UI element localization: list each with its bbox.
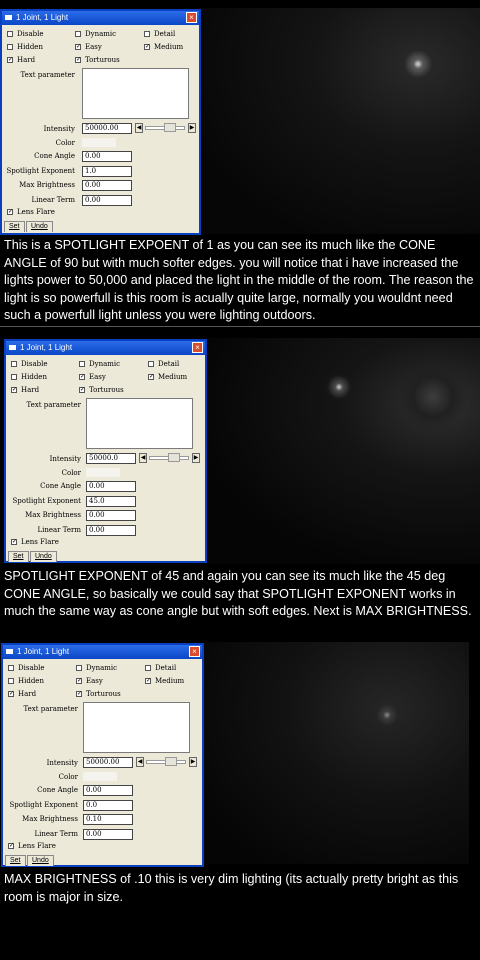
color-swatch[interactable] [83, 772, 117, 781]
slider-left-arrow[interactable]: ◀ [137, 758, 143, 765]
cone-angle-field[interactable]: 0.00 [82, 151, 132, 162]
max-brightness-label: Max Brightness [19, 181, 75, 189]
checkbox-easy[interactable]: ✓ [77, 677, 83, 684]
checkbox-easy[interactable]: ✓ [76, 43, 82, 50]
slider-right-arrow[interactable]: ▶ [190, 758, 196, 765]
checkbox-label-easy: Easy [85, 43, 102, 51]
checkbox-hard[interactable]: ✓ [8, 56, 14, 63]
checkbox-hard[interactable]: ✓ [12, 386, 18, 393]
cone-angle-label: Cone Angle [37, 786, 78, 794]
checkbox-label-disable: Disable [18, 664, 45, 672]
checkbox-label-easy: Easy [89, 373, 106, 381]
text-parameter-label: Text parameter [20, 71, 75, 79]
checkbox-torturous[interactable]: ✓ [77, 690, 83, 697]
linear-term-field[interactable]: 0.00 [86, 525, 136, 536]
linear-term-label: Linear Term [37, 526, 81, 534]
checkbox-dynamic[interactable] [76, 665, 82, 671]
checkbox-easy[interactable]: ✓ [80, 373, 86, 380]
window-icon [5, 15, 12, 20]
close-button[interactable]: × [192, 342, 203, 353]
checkbox-medium[interactable]: ✓ [145, 43, 151, 50]
linear-term-label: Linear Term [34, 830, 78, 838]
window-icon [6, 649, 13, 654]
checkbox-label-medium: Medium [155, 677, 185, 685]
checkbox-label-dynamic: Dynamic [86, 664, 118, 672]
checkbox-label-torturous: Torturous [85, 56, 120, 64]
dialog-titlebar[interactable] [6, 341, 205, 355]
dialog-title: 1 Joint, 1 Light [20, 343, 73, 352]
checkbox-label-medium: Medium [158, 373, 188, 381]
spotlight-exponent-field[interactable]: 1.0 [82, 166, 132, 177]
max-brightness-field[interactable]: 0.10 [83, 814, 133, 825]
checkbox-label-hidden: Hidden [17, 43, 43, 51]
checkbox-medium[interactable]: ✓ [146, 677, 152, 684]
slider-left-arrow[interactable]: ◀ [136, 124, 142, 131]
checkbox-label-hard: Hard [21, 386, 40, 394]
linear-term-label: Linear Term [31, 196, 75, 204]
intensity-field[interactable]: 50000.0 [86, 453, 136, 464]
color-label: Color [61, 469, 81, 477]
intensity-slider-thumb[interactable] [165, 757, 177, 766]
checkbox-label-disable: Disable [21, 360, 48, 368]
cone-angle-field[interactable]: 0.00 [86, 481, 136, 492]
lens-flare-label: Lens Flare [18, 842, 56, 850]
intensity-field[interactable]: 50000.00 [83, 757, 133, 768]
spotlight-exponent-field[interactable]: 45.0 [86, 496, 136, 507]
checkbox-label-hard: Hard [17, 56, 36, 64]
checkbox-lens-flare[interactable]: ✓ [9, 842, 15, 849]
checkbox-lens-flare[interactable]: ✓ [8, 208, 14, 215]
checkbox-label-hidden: Hidden [21, 373, 47, 381]
intensity-label: Intensity [43, 125, 75, 133]
lens-flare-label: Lens Flare [21, 538, 59, 546]
slider-right-arrow[interactable]: ▶ [193, 454, 199, 461]
intensity-slider-thumb[interactable] [164, 123, 176, 132]
max-brightness-field[interactable]: 0.00 [82, 180, 132, 191]
render-viewport-2 [206, 338, 480, 564]
checkbox-disable[interactable] [8, 665, 14, 671]
intensity-slider-thumb[interactable] [168, 453, 180, 462]
color-swatch[interactable] [86, 468, 120, 477]
checkbox-hard[interactable]: ✓ [9, 690, 15, 697]
render-viewport-1 [200, 8, 480, 234]
checkbox-label-torturous: Torturous [86, 690, 121, 698]
slider-left-arrow[interactable]: ◀ [140, 454, 146, 461]
window-icon [9, 345, 16, 350]
max-brightness-field[interactable]: 0.00 [86, 510, 136, 521]
max-brightness-label: Max Brightness [25, 511, 81, 519]
undo-button[interactable]: Undo [30, 551, 57, 562]
dialog-titlebar[interactable] [3, 645, 202, 659]
dialog-title: 1 Joint, 1 Light [17, 647, 70, 656]
light-glow [400, 46, 436, 82]
checkbox-dynamic[interactable] [79, 361, 85, 367]
checkbox-label-dynamic: Dynamic [85, 30, 117, 38]
set-button[interactable]: Set [4, 221, 25, 232]
color-label: Color [55, 139, 75, 147]
checkbox-label-hidden: Hidden [18, 677, 44, 685]
light-glow [324, 372, 354, 402]
cone-angle-field[interactable]: 0.00 [83, 785, 133, 796]
checkbox-label-detail: Detail [154, 30, 176, 38]
checkbox-hidden[interactable] [8, 678, 14, 684]
light-properties-dialog [1, 643, 204, 867]
render-viewport-3 [204, 642, 469, 864]
checkbox-lens-flare[interactable]: ✓ [12, 538, 18, 545]
lens-flare-label: Lens Flare [17, 208, 55, 216]
checkbox-label-detail: Detail [158, 360, 180, 368]
close-button[interactable]: × [189, 646, 200, 657]
checkbox-detail[interactable] [148, 361, 154, 367]
checkbox-label-hard: Hard [18, 690, 37, 698]
cone-angle-label: Cone Angle [34, 152, 75, 160]
cone-angle-label: Cone Angle [40, 482, 81, 490]
light-glow [398, 362, 468, 432]
spotlight-exponent-label: Spotlight Exponent [6, 167, 75, 175]
spotlight-exponent-label: Spotlight Exponent [9, 801, 78, 809]
light-properties-dialog [4, 339, 207, 563]
linear-term-field[interactable]: 0.00 [83, 829, 133, 840]
intensity-label: Intensity [46, 759, 78, 767]
linear-term-field[interactable]: 0.00 [82, 195, 132, 206]
checkbox-hidden[interactable] [11, 374, 17, 380]
text-parameter-textarea[interactable] [83, 702, 190, 753]
checkbox-disable[interactable] [11, 361, 17, 367]
text-parameter-label: Text parameter [23, 705, 78, 713]
caption-3: MAX BRIGHTNESS of .10 this is very dim lighting (its actually pretty bright as this room is major in size. [4, 872, 459, 904]
undo-button[interactable]: Undo [27, 855, 54, 866]
checkbox-disable[interactable] [7, 31, 13, 37]
text-parameter-textarea[interactable] [82, 68, 189, 119]
checkbox-label-easy: Easy [86, 677, 103, 685]
spotlight-exponent-field[interactable]: 0.0 [83, 800, 133, 811]
checkbox-label-disable: Disable [17, 30, 44, 38]
checkbox-hidden[interactable] [7, 44, 13, 50]
slider-right-arrow[interactable]: ▶ [189, 124, 195, 131]
close-button[interactable]: × [186, 12, 197, 23]
undo-button[interactable]: Undo [26, 221, 53, 232]
spotlight-exponent-label: Spotlight Exponent [12, 497, 81, 505]
caption-2: SPOTLIGHT EXPONENT of 45 and again you can see its much like the 45 deg CONE ANGLE, so basically we could say that SPOTLIGHT EXPONENT works in much the same way as cone angle but with soft edges. Next is MAX BRIGHTNESS. [4, 569, 472, 618]
checkbox-label-torturous: Torturous [89, 386, 124, 394]
caption-1: This is a SPOTLIGHT EXPOENT of 1 as you can see its much like the CONE ANGLE of 90 but with much softer edges. you will notice that i have increased the lights power to 50,000 and placed the light in the middle of the room. The reason the light is so powerfull is this room is acually quite large, normally you wouldnt need such a powerfull light unless you were lighting outdoors. [4, 238, 474, 322]
checkbox-label-detail: Detail [155, 664, 177, 672]
light-glow [376, 704, 398, 726]
checkbox-detail[interactable] [144, 31, 150, 37]
dialog-titlebar[interactable] [2, 11, 199, 25]
checkbox-detail[interactable] [145, 665, 151, 671]
intensity-label: Intensity [49, 455, 81, 463]
checkbox-label-medium: Medium [154, 43, 184, 51]
set-button[interactable]: Set [5, 855, 26, 866]
color-swatch[interactable] [82, 138, 116, 147]
set-button[interactable]: Set [8, 551, 29, 562]
text-parameter-label: Text parameter [26, 401, 81, 409]
checkbox-torturous[interactable]: ✓ [80, 386, 86, 393]
checkbox-label-dynamic: Dynamic [89, 360, 121, 368]
intensity-field[interactable]: 50000.00 [82, 123, 132, 134]
text-parameter-textarea[interactable] [86, 398, 193, 449]
dialog-title: 1 Joint, 1 Light [16, 13, 69, 22]
max-brightness-label: Max Brightness [22, 815, 78, 823]
checkbox-dynamic[interactable] [75, 31, 81, 37]
checkbox-torturous[interactable]: ✓ [76, 56, 82, 63]
light-properties-dialog [0, 9, 201, 235]
checkbox-medium[interactable]: ✓ [149, 373, 155, 380]
color-label: Color [58, 773, 78, 781]
